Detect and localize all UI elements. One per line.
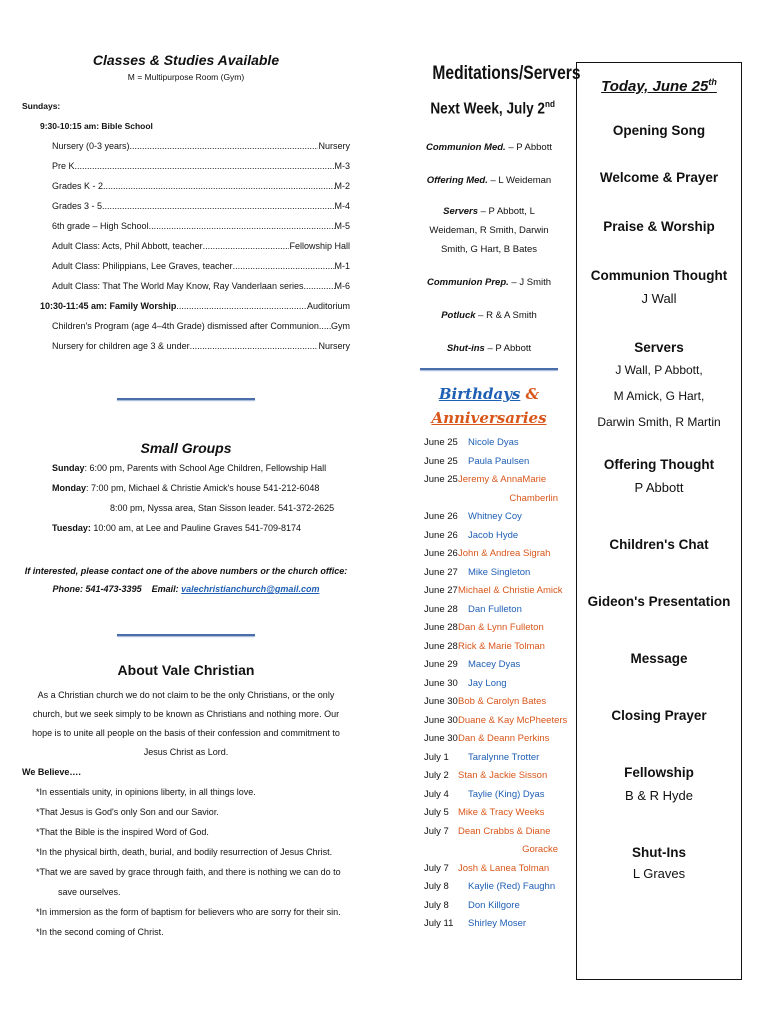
small-groups-list xyxy=(22,458,350,538)
entry-name: Don Killgore xyxy=(468,899,520,911)
med-potluck-value: – R & A Smith xyxy=(475,310,537,322)
class-row xyxy=(22,276,350,296)
class-row xyxy=(22,216,350,236)
beliefs-list xyxy=(22,782,350,942)
birthday-row xyxy=(424,749,558,768)
servers-heading: Servers xyxy=(634,340,684,355)
entry-name-cont: Goracke xyxy=(522,844,558,856)
entry-date: July 8 xyxy=(424,881,449,893)
anniversaries-word: Anniversaries xyxy=(431,409,547,428)
entry-date: June 30 xyxy=(424,733,458,745)
entry-name: Taralynne Trotter xyxy=(468,751,540,763)
class-row xyxy=(22,236,350,256)
med-communion xyxy=(420,142,558,153)
class-label: Adult Class: Philippians, Lee Graves, teacher xyxy=(52,261,233,271)
class-room: M-6 xyxy=(334,281,350,291)
leader-dots xyxy=(190,336,319,356)
meditations-subtitle-text: Next Week, July 2 xyxy=(430,100,546,118)
birthday-row xyxy=(424,897,558,916)
entry-date: July 8 xyxy=(424,899,449,911)
entry-date: July 7 xyxy=(424,862,449,874)
closing-prayer: Closing Prayer xyxy=(611,708,707,723)
entry-date: June 27 xyxy=(424,585,458,597)
anniversary-row xyxy=(424,693,558,712)
contact-block xyxy=(22,562,350,598)
servers-names xyxy=(577,363,741,429)
med-offering-label: Offering Med. xyxy=(426,175,488,187)
birthdays-title-line1 xyxy=(420,382,558,406)
med-communion-value: – P Abbott xyxy=(505,142,552,154)
small-groups-title: Small Groups xyxy=(140,440,232,456)
med-servers-label: Servers xyxy=(443,206,478,218)
entry-date: June 28 xyxy=(424,640,458,652)
communion-thought-name: J Wall xyxy=(641,291,677,306)
leader-dots xyxy=(130,136,319,156)
leader-dots xyxy=(176,296,307,316)
birthdays-amp: & xyxy=(520,385,540,404)
group-monday-label: Monday xyxy=(52,483,87,493)
session2-list xyxy=(22,316,350,356)
med-communion-label: Communion Med. xyxy=(425,142,506,154)
meditations-title: Meditations/Servers xyxy=(432,63,581,84)
birthday-row xyxy=(424,508,558,527)
fellowship-name: B & R Hyde xyxy=(625,788,693,803)
belief-item: *In essentials unity, in opinions liberty, in all things love. xyxy=(36,787,256,797)
birthday-row xyxy=(424,675,558,694)
leader-dots xyxy=(102,196,334,216)
birthday-row xyxy=(424,434,558,453)
group-tuesday-label: Tuesday: xyxy=(52,523,91,533)
class-label: Grades K - 2 xyxy=(52,181,104,191)
class-row xyxy=(22,336,350,356)
today-title-sup: th xyxy=(708,77,717,87)
leader-dots xyxy=(233,256,335,276)
classes-subtitle: M = Multipurpose Room (Gym) xyxy=(127,72,245,82)
entry-name: Bob & Carolyn Bates xyxy=(458,696,547,708)
belief-item: *That we are saved by grace through faith, and there is nothing we can do to xyxy=(36,867,341,877)
belief-item: save ourselves. xyxy=(58,887,121,897)
group-monday xyxy=(52,478,350,498)
session1-label: 9:30-10:15 am: Bible School xyxy=(40,121,153,131)
entry-name: John & Andrea Sigrah xyxy=(458,548,551,560)
entry-date: June 26 xyxy=(424,529,458,541)
birthday-row xyxy=(424,453,558,472)
entry-date: July 11 xyxy=(424,918,454,930)
birthday-row xyxy=(424,786,558,805)
class-room: Nursery xyxy=(318,341,350,351)
classes-title: Classes & Studies Available xyxy=(92,52,280,68)
class-room: M-1 xyxy=(334,261,350,271)
anniversary-row xyxy=(424,712,568,731)
entry-name: Shirley Moser xyxy=(468,918,527,930)
group-tuesday xyxy=(52,518,350,538)
message: Message xyxy=(630,651,688,666)
leader-dots xyxy=(149,216,335,236)
class-room: M-2 xyxy=(334,181,350,191)
group-sunday xyxy=(52,458,350,478)
meditations-subtitle xyxy=(430,94,555,120)
session1-list xyxy=(22,136,350,296)
class-room: M-5 xyxy=(334,221,350,231)
server-name: Darwin Smith, R Martin xyxy=(597,415,721,429)
leader-dots xyxy=(203,236,290,256)
entry-name-cont: Chamberlin xyxy=(509,492,558,504)
belief-item: *That Jesus is God's only Son and our Savior. xyxy=(36,807,219,817)
entry-name: Kaylie (Red) Faughn xyxy=(468,881,556,893)
med-prep-label: Communion Prep. xyxy=(426,277,509,289)
gideons-presentation: Gideon's Presentation xyxy=(587,594,731,609)
contact-email-link[interactable]: valechristianchurch@gmail.com xyxy=(181,584,320,594)
entry-name: Rick & Marie Tolman xyxy=(458,640,545,652)
leader-dots xyxy=(75,156,335,176)
session2-row xyxy=(22,296,350,316)
med-offering xyxy=(420,175,558,186)
entry-date: July 4 xyxy=(424,788,449,800)
anniversary-row xyxy=(424,582,563,601)
med-offering-value: – L Weideman xyxy=(487,175,552,187)
med-shutins-label: Shut-ins xyxy=(446,343,485,355)
birthdays-word: Birthdays xyxy=(438,385,521,404)
birthday-row xyxy=(424,878,558,897)
contact-line: If interested, please contact one of the above numbers or the church office: xyxy=(24,566,348,576)
birthdays-title xyxy=(420,382,558,430)
entry-date: July 2 xyxy=(424,770,449,782)
divider-rule-2 xyxy=(117,634,255,636)
med-potluck-label: Potluck xyxy=(441,310,476,322)
class-label: Pre K xyxy=(52,161,75,171)
leader-dots xyxy=(303,276,334,296)
class-label: 6th grade – High School xyxy=(52,221,149,231)
group-monday-text: : 7:00 pm, Michael & Christie Amick's house 541-212-6048 xyxy=(86,483,320,493)
meditations-subtitle-sup: nd xyxy=(545,99,555,110)
entry-date: June 28 xyxy=(424,622,458,634)
shutins-name: L Graves xyxy=(632,866,686,881)
leader-dots xyxy=(319,316,331,336)
class-label: Nursery (0-3 years) xyxy=(52,141,130,151)
entry-name: Dan & Deann Perkins xyxy=(458,733,550,745)
session2-room: Auditorium xyxy=(306,301,350,311)
contact-email-label: Email: xyxy=(151,584,179,594)
entry-name: Mike Singleton xyxy=(468,566,531,578)
contact-line-2 xyxy=(22,580,350,598)
entry-date: June 28 xyxy=(424,603,458,615)
class-label: Adult Class: That The World May Know, Ray Vanderlaan series xyxy=(52,281,304,291)
belief-item: *In the physical birth, death, burial, and bodily resurrection of Jesus Christ. xyxy=(36,847,333,857)
contact-phone: Phone: 541-473-3395 xyxy=(52,584,142,594)
class-room: Nursery xyxy=(318,141,350,151)
birthday-row xyxy=(424,601,558,620)
entry-date: June 25 xyxy=(424,437,458,449)
birthday-row xyxy=(424,915,558,934)
anniversary-row xyxy=(424,823,558,842)
belief-item: *In the second coming of Christ. xyxy=(36,927,164,937)
entry-name: Stan & Jackie Sisson xyxy=(458,770,548,782)
entry-date: June 27 xyxy=(424,566,458,578)
entry-date: July 7 xyxy=(424,825,449,837)
entry-date: June 25 xyxy=(424,474,458,486)
welcome-prayer: Welcome & Prayer xyxy=(599,170,719,185)
med-potluck xyxy=(420,310,558,321)
birthday-row xyxy=(424,527,558,546)
server-name: M Amick, G Hart, xyxy=(613,389,705,403)
entry-name: Dan Fulleton xyxy=(468,603,522,615)
entry-name: Dan & Lynn Fulleton xyxy=(458,622,544,634)
birthday-row xyxy=(424,564,558,583)
entry-date: July 1 xyxy=(424,751,449,763)
group-tuesday-text: 10:00 am, at Lee and Pauline Graves 541-709-8174 xyxy=(90,523,301,533)
offering-thought: Offering Thought xyxy=(603,457,715,472)
birthday-list xyxy=(424,434,568,934)
class-room: Fellowship Hall xyxy=(289,241,350,251)
class-row xyxy=(22,256,350,276)
entry-name: Michael & Christie Amick xyxy=(458,585,563,597)
entry-name: Jacob Hyde xyxy=(468,529,519,541)
entry-name: Josh & Lanea Tolman xyxy=(458,862,550,874)
entry-name: Taylie (King) Dyas xyxy=(468,788,545,800)
today-title xyxy=(577,77,741,95)
class-row xyxy=(22,316,350,336)
childrens-chat: Children's Chat xyxy=(609,537,709,552)
entry-name: Jay Long xyxy=(468,677,507,689)
entry-name: Dean Crabbs & Diane xyxy=(458,825,551,837)
class-row xyxy=(22,156,350,176)
entry-name: Jeremy & AnnaMarie xyxy=(458,474,547,486)
leader-dots xyxy=(103,176,334,196)
entry-date: June 30 xyxy=(424,714,458,726)
today-title-text: Today, June 25 xyxy=(601,78,709,95)
entry-name: Macey Dyas xyxy=(468,659,521,671)
class-label: Nursery for children age 3 & under xyxy=(52,341,190,351)
med-shutins xyxy=(420,343,558,354)
entry-name: Duane & Kay McPheeters xyxy=(458,714,568,726)
entry-date: June 30 xyxy=(424,696,458,708)
group-sunday-label: Sunday xyxy=(52,463,85,473)
praise-worship: Praise & Worship xyxy=(603,219,715,234)
opening-song: Opening Song xyxy=(612,123,706,138)
divider-rule xyxy=(117,398,255,400)
class-label: Grades 3 - 5 xyxy=(52,201,103,211)
class-label: Adult Class: Acts, Phil Abbott, teacher xyxy=(52,241,203,251)
about-intro: As a Christian church we do not claim to be the only Christians, or the only church, but we seek simply to be known as Christians and nothing more. Our hope is to unite all people on the basis of their confession and commitment to Jesus Christ as Lord. xyxy=(32,690,340,757)
birthday-row xyxy=(424,656,558,675)
class-room: Gym xyxy=(331,321,350,331)
entry-date: June 29 xyxy=(424,659,458,671)
column-meditations xyxy=(420,62,581,934)
entry-name: Mike & Tracy Weeks xyxy=(458,807,545,819)
entry-date: June 26 xyxy=(424,511,458,523)
server-name: J Wall, P Abbott, xyxy=(615,363,703,377)
column-classes xyxy=(22,50,350,942)
med-servers-value: – P Abbott, L Weideman, R Smith, Darwin Smith, G Hart, B Bates xyxy=(429,206,549,256)
anniversary-row xyxy=(424,619,558,638)
communion-thought: Communion Thought xyxy=(590,268,728,283)
entry-date: July 5 xyxy=(424,807,449,819)
class-row xyxy=(22,136,350,156)
shutins-heading: Shut-Ins xyxy=(632,845,686,860)
entry-name: Nicole Dyas xyxy=(468,437,519,449)
class-row xyxy=(22,176,350,196)
anniversary-row xyxy=(424,638,558,657)
med-shutins-value: – P Abbott xyxy=(484,343,532,355)
divider-rule-3 xyxy=(420,368,558,370)
anniversary-row xyxy=(424,545,558,564)
anniversary-row xyxy=(424,860,558,879)
fellowship: Fellowship xyxy=(624,765,694,780)
med-servers xyxy=(420,202,558,259)
entry-name: Whitney Coy xyxy=(468,511,522,523)
belief-item: *That the Bible is the inspired Word of God. xyxy=(36,827,209,837)
about-title: About Vale Christian xyxy=(117,662,255,678)
entry-name: Paula Paulsen xyxy=(468,455,530,467)
we-believe: We Believe…. xyxy=(22,767,81,777)
entry-date: June 30 xyxy=(424,677,458,689)
session2-label: 10:30-11:45 am: Family Worship xyxy=(40,301,177,311)
class-label: Children's Program (age 4–4th Grade) dismissed after Communion xyxy=(52,321,319,331)
column-today xyxy=(576,62,742,980)
class-row xyxy=(22,196,350,216)
entry-date: June 26 xyxy=(424,548,458,560)
anniversary-row xyxy=(424,471,558,490)
entry-date: June 25 xyxy=(424,455,458,467)
anniversary-row xyxy=(424,804,558,823)
anniversary-row xyxy=(424,767,558,786)
med-prep xyxy=(420,277,558,288)
class-room: M-4 xyxy=(334,201,350,211)
anniversary-row xyxy=(424,730,558,749)
offering-thought-name: P Abbott xyxy=(634,480,684,495)
belief-item: *In immersion as the form of baptism for believers who are sorry for their sin. xyxy=(36,907,341,917)
sundays-label: Sundays: xyxy=(22,101,61,111)
class-room: M-3 xyxy=(334,161,350,171)
group-sunday-text: : 6:00 pm, Parents with School Age Children, Fellowship Hall xyxy=(84,463,327,473)
med-prep-value: – J Smith xyxy=(508,277,552,289)
group-monday-2: 8:00 pm, Nyssa area, Stan Sisson leader. 541-372-2625 xyxy=(110,503,335,513)
